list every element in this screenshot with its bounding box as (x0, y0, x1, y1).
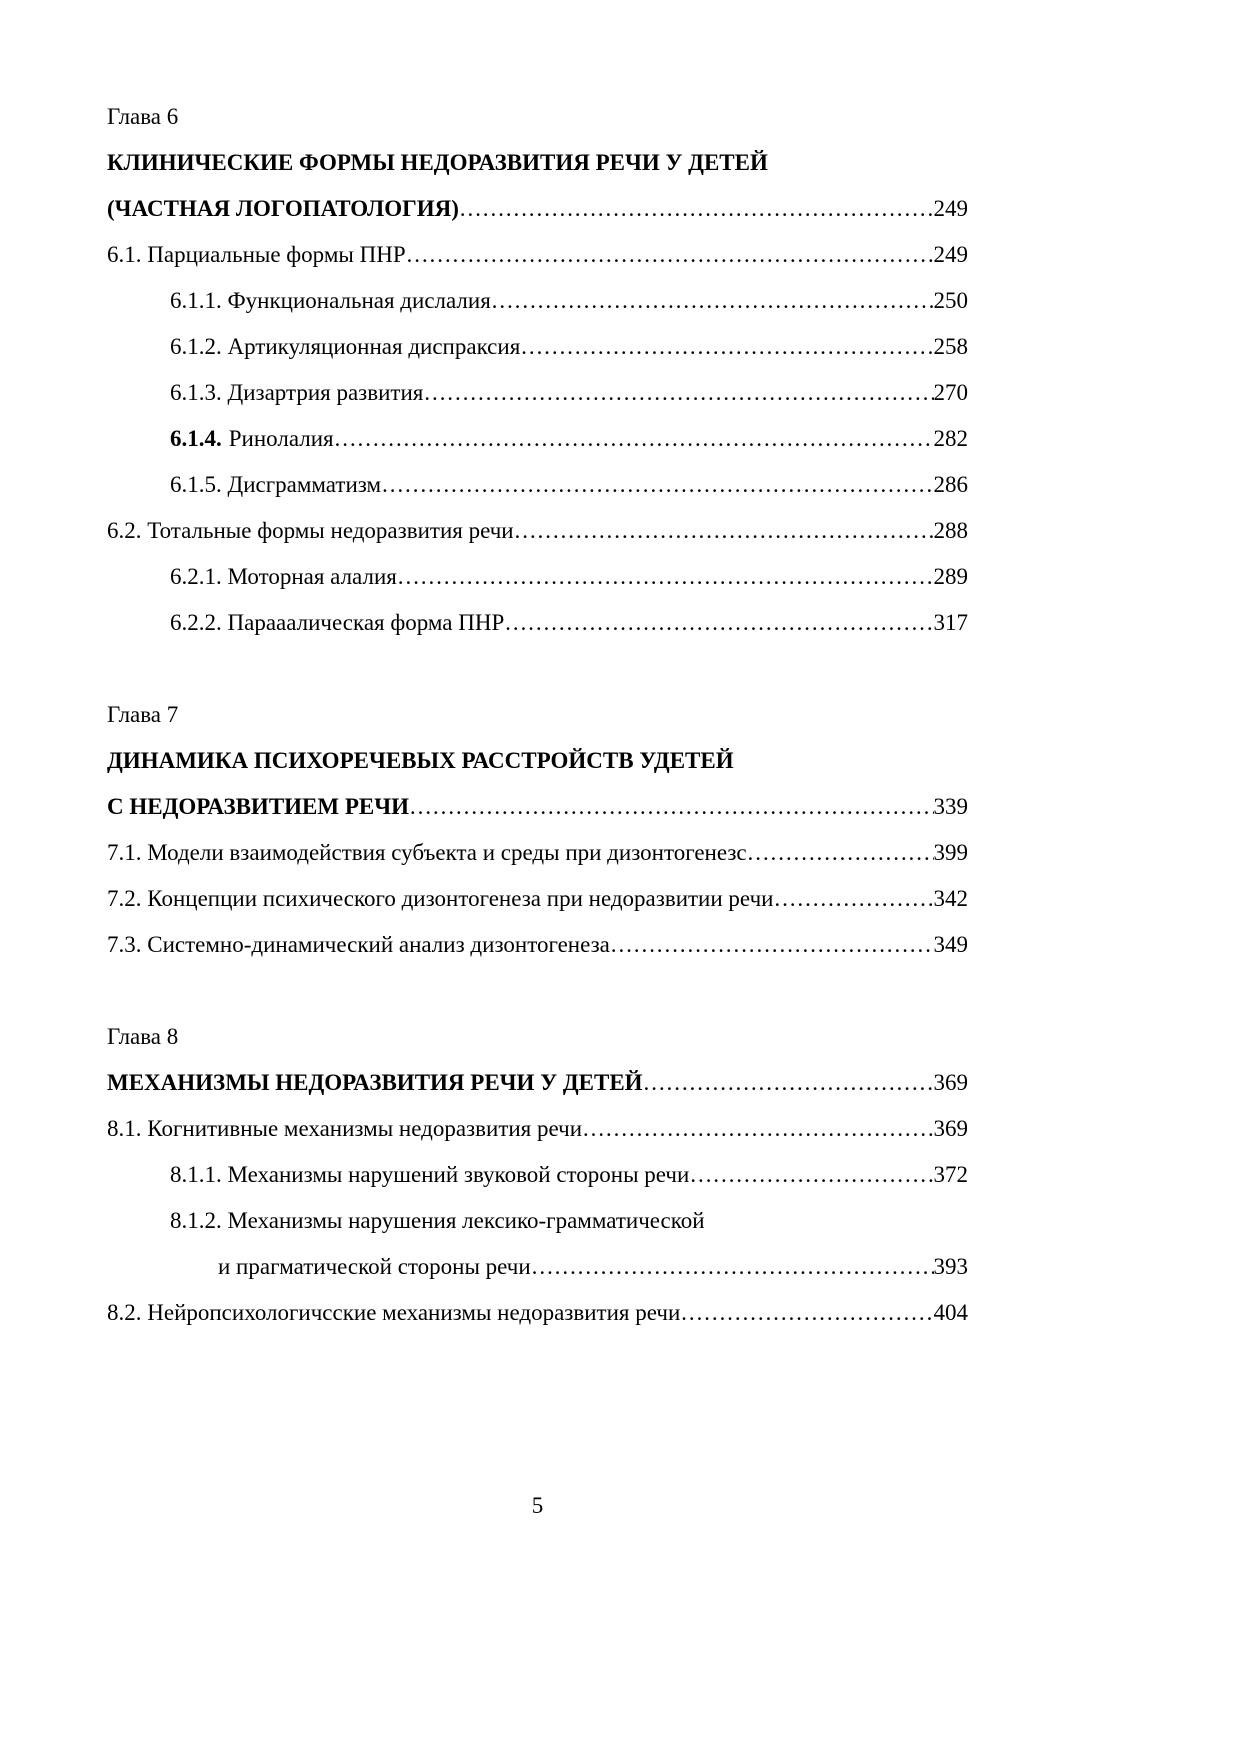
page-number: 5 (531, 1493, 544, 1518)
toc-entry (107, 416, 968, 462)
entry-text: 8.1. Когнитивные механизмы недоразвития речи (107, 1116, 583, 1141)
dot-leader (459, 186, 934, 232)
dot-leader (773, 876, 933, 922)
chapter-title-text: ДИНАМИКА ПСИХОРЕЧЕВЫХ РАССТРОЙСТВ УДЕТЕЙ (107, 748, 734, 773)
entry-text (170, 416, 334, 462)
entry-text: 8.1.2. Механизмы нарушения лексико-грамматической (170, 1208, 705, 1233)
entry-number: 6.1.4. (170, 426, 222, 451)
dot-leader (409, 784, 933, 830)
entry-page: 339 (933, 794, 968, 819)
toc-entry (107, 1290, 968, 1336)
entry-text: 6.2.2. Парааалическая форма ПНР (170, 610, 505, 635)
chapter-label-row (107, 692, 968, 738)
entry-text: 7.2. Концепции психического дизонтогенеза при недоразвитии речи (107, 886, 774, 911)
entry-page: 249 (933, 242, 968, 267)
chapter-title-text: (ЧАСТНАЯ ЛОГОПАТОЛОГИЯ) (107, 196, 459, 221)
toc-entry (107, 1152, 968, 1198)
chapter-label: Глава 8 (107, 1024, 179, 1049)
entry-text: 8.1.1. Механизмы нарушений звуковой стороны речи (170, 1162, 690, 1187)
toc-entry (107, 232, 968, 278)
entry-page: 270 (933, 380, 968, 405)
toc-entry (107, 876, 968, 922)
chapter-section (107, 94, 968, 646)
chapter-label: Глава 6 (107, 104, 179, 129)
toc-entry (107, 508, 968, 554)
entry-text: и прагматической стороны речи (218, 1254, 531, 1279)
entry-page: 349 (933, 932, 968, 957)
entry-text: 7.3. Системно-динамический анализ дизонтогенеза (107, 932, 610, 957)
toc-entry (107, 370, 968, 416)
chapter-section (107, 1014, 968, 1336)
chapter-title-text: С НЕДОРАЗВИТИЕМ РЕЧИ (107, 794, 410, 819)
toc-entry (107, 830, 968, 876)
entry-text: 6.1.1. Функциональная дислалия (170, 288, 491, 313)
chapter-label-row (107, 1014, 968, 1060)
dot-leader (514, 508, 934, 554)
chapter-title-line (107, 738, 968, 784)
dot-leader (491, 278, 934, 324)
toc-entry (107, 324, 968, 370)
chapter-label: Глава 7 (107, 702, 179, 727)
entry-text: 6.1. Парциальные формы ПНР (107, 242, 406, 267)
dot-leader (689, 1152, 933, 1198)
entry-text: 6.1.3. Дизартрия развития (170, 380, 424, 405)
toc-entry (107, 278, 968, 324)
entry-page: 372 (933, 1162, 968, 1187)
toc-entry (107, 922, 968, 968)
entry-text: 6.2.1. Моторная алалия (170, 564, 397, 589)
dot-leader (406, 232, 934, 278)
dot-leader (582, 1106, 933, 1152)
chapter-label-row (107, 94, 968, 140)
dot-leader (520, 324, 933, 370)
dot-leader (423, 370, 933, 416)
entry-page: 393 (933, 1254, 968, 1279)
chapter-title-line (107, 140, 968, 186)
entry-page: 250 (933, 288, 968, 313)
toc-entry (107, 600, 968, 646)
dot-leader (397, 554, 934, 600)
dot-leader (680, 1290, 933, 1336)
entry-page: 404 (933, 1300, 968, 1325)
dot-leader (334, 416, 934, 462)
chapter-title-text: МЕХАНИЗМЫ НЕДОРАЗВИТИЯ РЕЧИ У ДЕТЕЙ (107, 1070, 643, 1095)
table-of-contents (107, 94, 968, 1336)
entry-text: 6.2. Тотальные формы недоразвития речи (107, 518, 514, 543)
entry-text: 6.1.2. Артикуляционная диспраксия (170, 334, 521, 359)
entry-text: Ринолалия (228, 426, 334, 451)
entry-page: 286 (933, 472, 968, 497)
dot-leader (747, 830, 934, 876)
entry-page: 288 (933, 518, 968, 543)
toc-entry (107, 1106, 968, 1152)
chapter-title-line (107, 1060, 968, 1106)
chapter-title-text: КЛИНИЧЕСКИЕ ФОРМЫ НЕДОРАЗВИТИЯ РЕЧИ У ДЕТЕЙ (107, 150, 768, 175)
dot-leader (381, 462, 933, 508)
entry-page: 369 (933, 1116, 968, 1141)
entry-page: 249 (933, 196, 968, 221)
toc-entry (107, 554, 968, 600)
chapter-title-line (107, 784, 968, 830)
entry-page: 399 (933, 840, 968, 865)
entry-page: 258 (933, 334, 968, 359)
dot-leader (531, 1244, 934, 1290)
toc-entry-continuation (107, 1244, 968, 1290)
dot-leader (643, 1060, 934, 1106)
entry-text: 7.1. Модели взаимодействия субъекта и среды при дизонтогенезс (107, 840, 747, 865)
dot-leader (610, 922, 934, 968)
toc-entry (107, 462, 968, 508)
entry-text: 8.2. Нейропсихологичсские механизмы недоразвития речи (107, 1300, 681, 1325)
entry-page: 282 (933, 426, 968, 451)
entry-text: 6.1.5. Дисграмматизм (170, 472, 382, 497)
entry-page: 369 (933, 1070, 968, 1095)
entry-page: 342 (933, 886, 968, 911)
dot-leader (504, 600, 933, 646)
chapter-section (107, 692, 968, 968)
entry-page: 317 (933, 610, 968, 635)
toc-entry (107, 1198, 968, 1244)
entry-page: 289 (933, 564, 968, 589)
chapter-title-line (107, 186, 968, 232)
